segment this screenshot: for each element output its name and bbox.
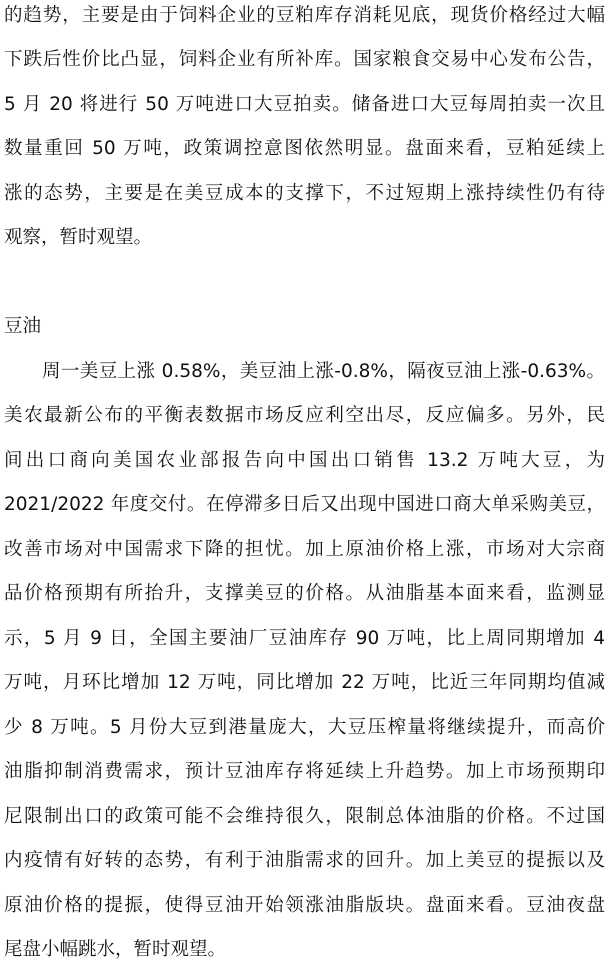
section2-line-3: 间出口商向美国农业部报告向中国出口销售 13.2 万吨大豆，为: [4, 450, 605, 471]
section2-line-13: 原油价格的提振，使得豆油开始领涨油脂版块。盘面来看。豆油夜盘: [4, 895, 605, 916]
section2-line-11: 尼限制出口的政策可能不会维持很久，限制总体油脂的价格。不过国: [4, 806, 605, 827]
section2-line-2: 美农最新公布的平衡表数据市场反应利空出尽，反应偏多。另外，民: [4, 405, 605, 426]
section2-line-14: 尾盘小幅跳水，暂时观望。: [4, 939, 227, 960]
section2-line-9: 少 8 万吨。5 月份大豆到港量庞大，大豆压榨量将继续提升，而高价: [4, 717, 605, 738]
section2-line-8: 万吨，月环比增加 12 万吨，同比增加 22 万吨，比近三年同期均值减: [4, 672, 605, 693]
section2-line-1: 周一美豆上涨 0.58%，美豆油上涨-0.8%，隔夜豆油上涨-0.63%。: [42, 361, 605, 382]
paragraph1-line-3: 5 月 20 将进行 50 万吨进口大豆拍卖。储备进口大豆每周拍卖一次且: [4, 94, 605, 115]
section2-line-6: 品价格预期有所抬升，支撑美豆的价格。从油脂基本面来看，监测显: [4, 583, 605, 604]
section2-line-12: 内疫情有好转的态势，有利于油脂需求的回升。加上美豆的提振以及: [4, 850, 605, 871]
section2-line-4: 2021/2022 年度交付。在停滞多日后又出现中国进口商大单采购美豆，: [4, 494, 605, 515]
paragraph1-line-1: 的趋势，主要是由于饲料企业的豆粕库存消耗见底，现货价格经过大幅: [4, 5, 605, 26]
section2-line-7: 示，5 月 9 日，全国主要油厂豆油库存 90 万吨，比上周同期增加 4: [4, 628, 605, 649]
paragraph1-line-2: 下跌后性价比凸显，饲料企业有所补库。国家粮食交易中心发布公告，: [4, 49, 605, 70]
paragraph1-line-5: 涨的态势，主要是在美豆成本的支撑下，不过短期上涨持续性仍有待: [4, 183, 605, 204]
paragraph1-line-4: 数量重回 50 万吨，政策调控意图依然明显。盘面来看，豆粕延续上: [4, 138, 605, 159]
section2-line-5: 改善市场对中国需求下降的担忧。加上原油价格上涨，市场对大宗商: [4, 539, 605, 560]
paragraph1-line-6: 观察，暂时观望。: [4, 227, 153, 248]
section2-line-10: 油脂抑制消费需求，预计豆油库存将延续上升趋势。加上市场预期印: [4, 761, 605, 782]
section-heading-soybean-oil: 豆油: [4, 316, 42, 337]
